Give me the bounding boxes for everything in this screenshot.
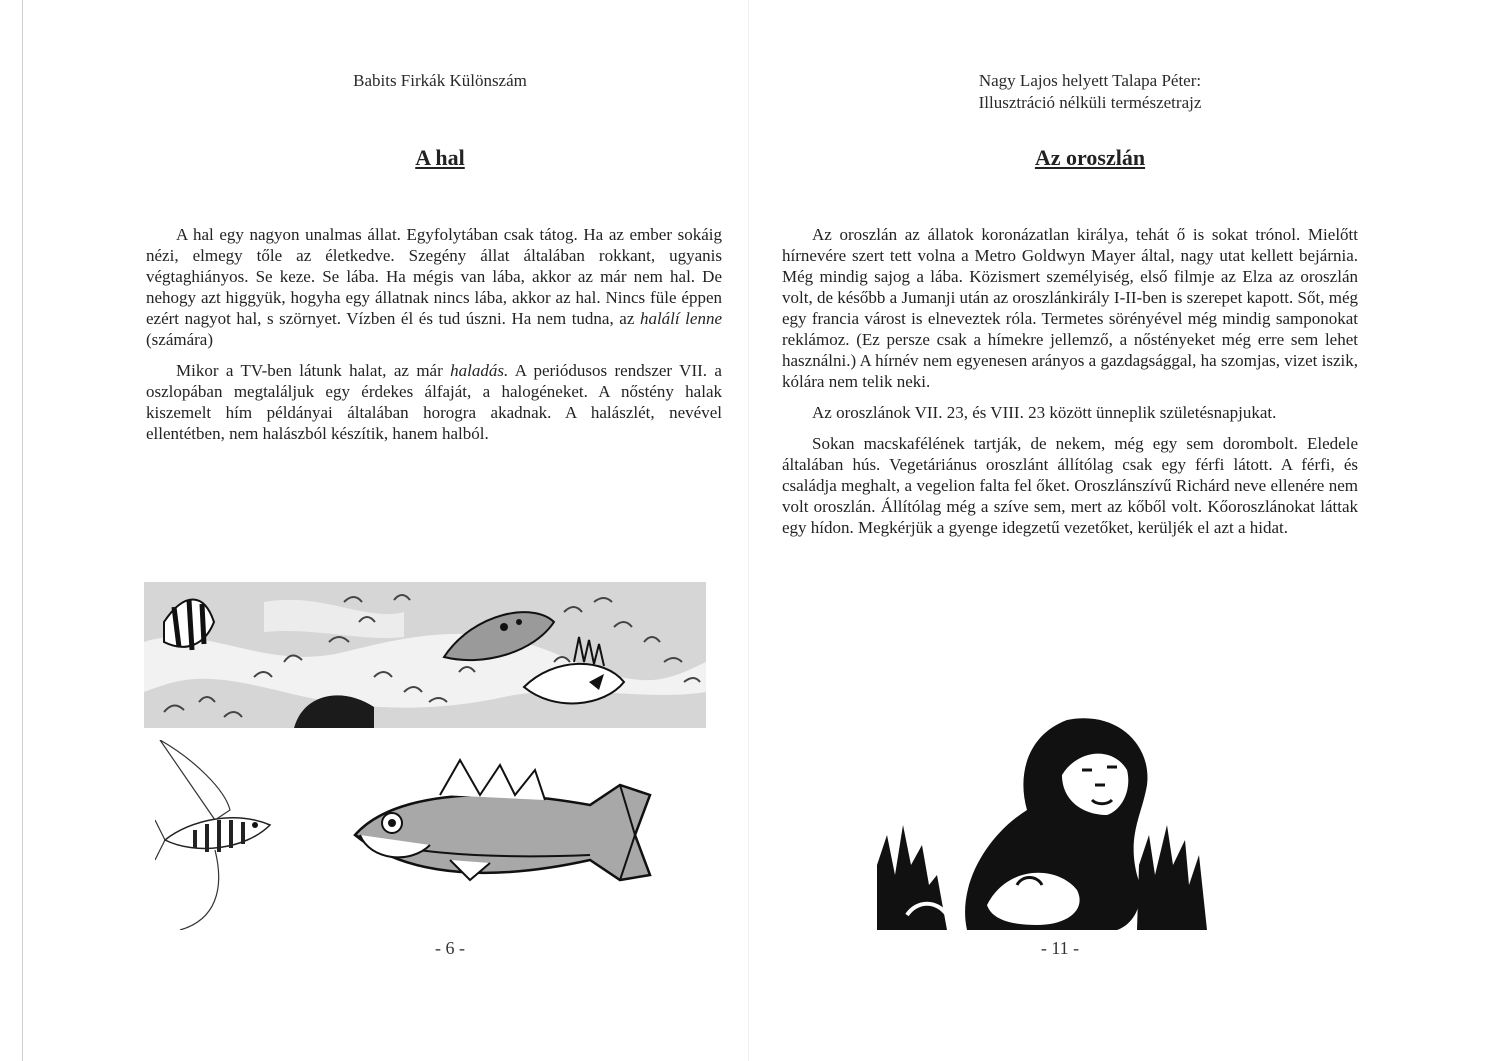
left-paragraph-1-tail: (számára) (146, 330, 214, 349)
right-paragraph-2: Az oroszlánok VII. 23, és VIII. 23 között ünneplik születésnapjukat. (812, 403, 1277, 422)
right-running-head (800, 70, 1380, 114)
right-page (760, 0, 1380, 1061)
right-page-number: - 11 - (1040, 938, 1080, 958)
right-page-title: Az oroszlán (1034, 145, 1146, 170)
left-body-text (146, 224, 722, 454)
left-page (100, 0, 740, 1061)
right-paragraph-1: Az oroszlán az állatok koronázatlan királya, tehát ő is sokat trónol. Mielőtt hírnevére szert tett volna a Metro Goldwyn Mayer által, nagy utat kellett bejárnia. Még mindig sajog a lába. Közismert személyiség, első filmje az Elza az oroszlán volt, de később a Jumanji után az oroszlánkirály I-II-ben is szerepet kapott. Sőt, még egy francia várost is elneveztek róla. Termetes sörényével még mindig samponokat reklámoz. (Ez persze csak a hímekre jellemző, a nőstényeket még erre sem lehet használni.) A hírnév nem egyenesen arányos a gazdagsággal, ha szomjas, vizet iszik, kólára nem telik neki. (782, 225, 1358, 391)
left-page-number: - 6 - (435, 938, 465, 958)
left-paragraph-2-italic: haladás. (450, 361, 509, 380)
scan-edge-line (22, 0, 23, 1061)
right-paragraph-3: Sokan macskafélének tartják, de nekem, még egy sem dorombolt. Eledele általában hús. Vegetáriánus oroszlánt állítólag csak egy férfi látott. A férfi, és családja meghalt, a vegelion falta fel őket. Oroszlánszívű Richárd neve ellenére nem volt oroszlán. Állítólag még a szíve sem, mert az kőből volt. Kőoroszlánokat láttak egy hídon. Megkérjük a gyenge idegzetű vezetőket, kerüljék el azt a hidat. (782, 434, 1358, 537)
left-paragraph-2 (146, 360, 722, 444)
lion-silhouette-illustration (877, 715, 1207, 930)
left-paragraph-2-tail: A periódusos rendszer VII. a oszlopában megtaláljuk egy érdekes álfaját, a halogéneket. A nőstény halak kiszemelt hím példányai általában horogra akadnak. A halászlét, nevével ellentétben, nem halászból készítik, hanem halból. (146, 361, 722, 443)
bass-fish-illustration (350, 755, 660, 895)
left-paragraph-1-italic: halálí lenne (639, 309, 723, 328)
right-running-head-line-1: Nagy Lajos helyett Talapa Péter: (978, 71, 1202, 90)
left-running-head: Babits Firkák Különszám (353, 71, 527, 90)
left-page-title: A hal (415, 145, 465, 170)
left-paragraph-1-text: A hal egy nagyon unalmas állat. Egyfolytában csak tátog. Ha az ember sokáig nézi, elmegy tőle az életkedve. Szegény állat általában rokkant, ugyanis végtaghiányos. Se keze. Se lába. Ha mégis van lába, akkor az már nem hal. De nehogy azt higgyük, hogyha egy állatnak nincs lába, akkor az hal. Nincs füle éppen ezért nagyot hal, s szörnyet. Vízben él és tud úszni. Ha nem tudna, az (146, 225, 722, 328)
fish-school-illustration (144, 582, 706, 728)
page-fold (748, 0, 749, 1061)
right-body-text (782, 224, 1358, 548)
left-paragraph-2-text: Mikor a TV-ben látunk halat, az már (176, 361, 451, 380)
right-running-head-line-2: Illusztráció nélküli természetrajz (978, 93, 1202, 112)
left-paragraph-1 (146, 224, 722, 350)
angelfish-illustration (155, 740, 275, 930)
